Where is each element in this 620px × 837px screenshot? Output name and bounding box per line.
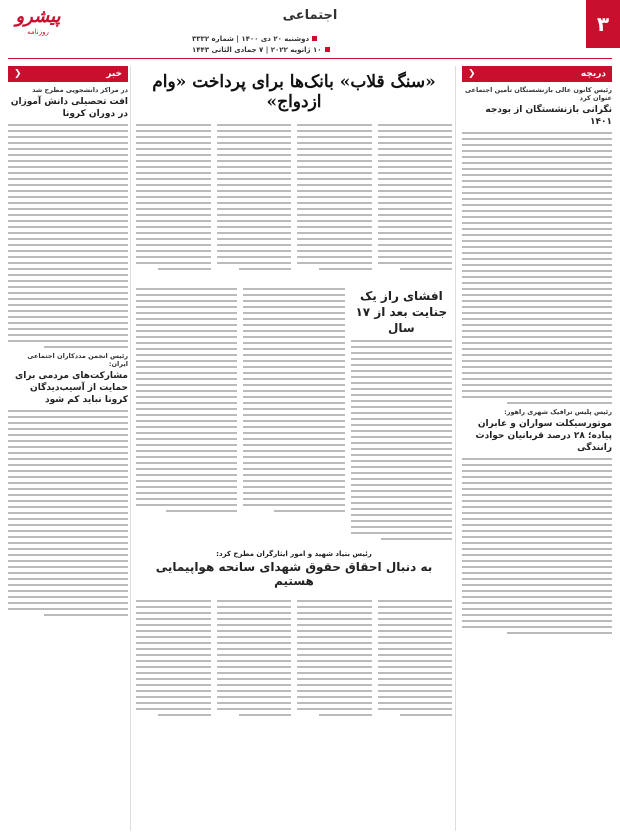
bottom-headline: به دنبال احقاق حقوق شهدای سانحه هواپیمایی هستیم (155, 560, 433, 588)
article-column (217, 120, 292, 274)
logo-sub: روزنامه (27, 28, 49, 36)
article-columns (136, 284, 452, 544)
article-columns (136, 596, 452, 720)
headline: افت تحصیلی دانش آموزان در دوران کرونا (10, 97, 128, 119)
chevron-left-icon: ❮ (468, 69, 476, 79)
article-column (297, 120, 372, 274)
date-line (192, 34, 330, 45)
main-headline: «سنگ قلاب» بانک‌ها برای پرداخت «وام ازدواج» (152, 72, 436, 112)
header-rule (8, 58, 612, 59)
newspaper-logo (8, 6, 68, 54)
page-number: ۳ (586, 0, 620, 48)
left-column (8, 66, 128, 831)
article-column (378, 120, 453, 274)
article-column (217, 596, 292, 720)
right-column (462, 66, 612, 831)
kicker: در مراکز دانشجویی مطرح شد (32, 86, 128, 94)
date-line-text: دوشنبه ۲۰ دی ۱۴۰۰ | شماره ۳۳۳۲ (192, 35, 310, 43)
kicker: رئیس پلیس ترافیک شهری راهور: (504, 408, 612, 416)
article-column (243, 284, 344, 544)
column-divider (455, 66, 456, 831)
body-text (462, 458, 612, 634)
article-column (136, 596, 211, 720)
headline: موتورسیکلت سواران و عابران پیاده؛ ۲۸ درصد قربانیان حوادث رانندگی (475, 419, 612, 453)
column-divider (130, 66, 131, 831)
article-column (378, 596, 453, 720)
date-block (192, 34, 330, 56)
center-column (136, 66, 452, 831)
mid-headline: افشای راز یک جنایت بعد از ۱۷ سال (355, 289, 448, 335)
logo-text: پیشرو (15, 6, 61, 27)
body-text (8, 124, 128, 348)
body-text (8, 410, 128, 616)
article-columns (136, 120, 452, 274)
column-title: دریچه (580, 69, 606, 79)
date-line (192, 45, 330, 56)
kicker: رئیس کانون عالی بازنشستگان تأمین اجتماعی عنوان کرد (464, 86, 612, 102)
article-column (136, 120, 211, 274)
column-header (8, 66, 128, 82)
article-column (351, 284, 452, 544)
date-line-text: ۱۰ ژانویه ۲۰۲۲ | ۷ جمادی الثانی ۱۴۴۳ (192, 46, 322, 54)
kicker: رئیس انجمن مددکاران اجتماعی ایران: (27, 352, 128, 368)
kicker: رئیس بنیاد شهید و امور ایثارگران مطرح کرد: (216, 550, 372, 558)
chevron-left-icon: ❮ (14, 69, 22, 79)
column-header (462, 66, 612, 82)
section-title: اجتماعی (282, 8, 338, 23)
article-column (297, 596, 372, 720)
article-column (136, 284, 237, 544)
headline: نگرانی بازنشستگان از بودجه ۱۴۰۱ (485, 105, 612, 127)
column-title: خبر (106, 69, 122, 79)
page-header (0, 0, 620, 62)
body-text (462, 132, 612, 404)
headline: مشارکت‌های مردمی برای حمایت از آسیب‌دیدگان کرونا نباید کم شود (15, 371, 128, 405)
